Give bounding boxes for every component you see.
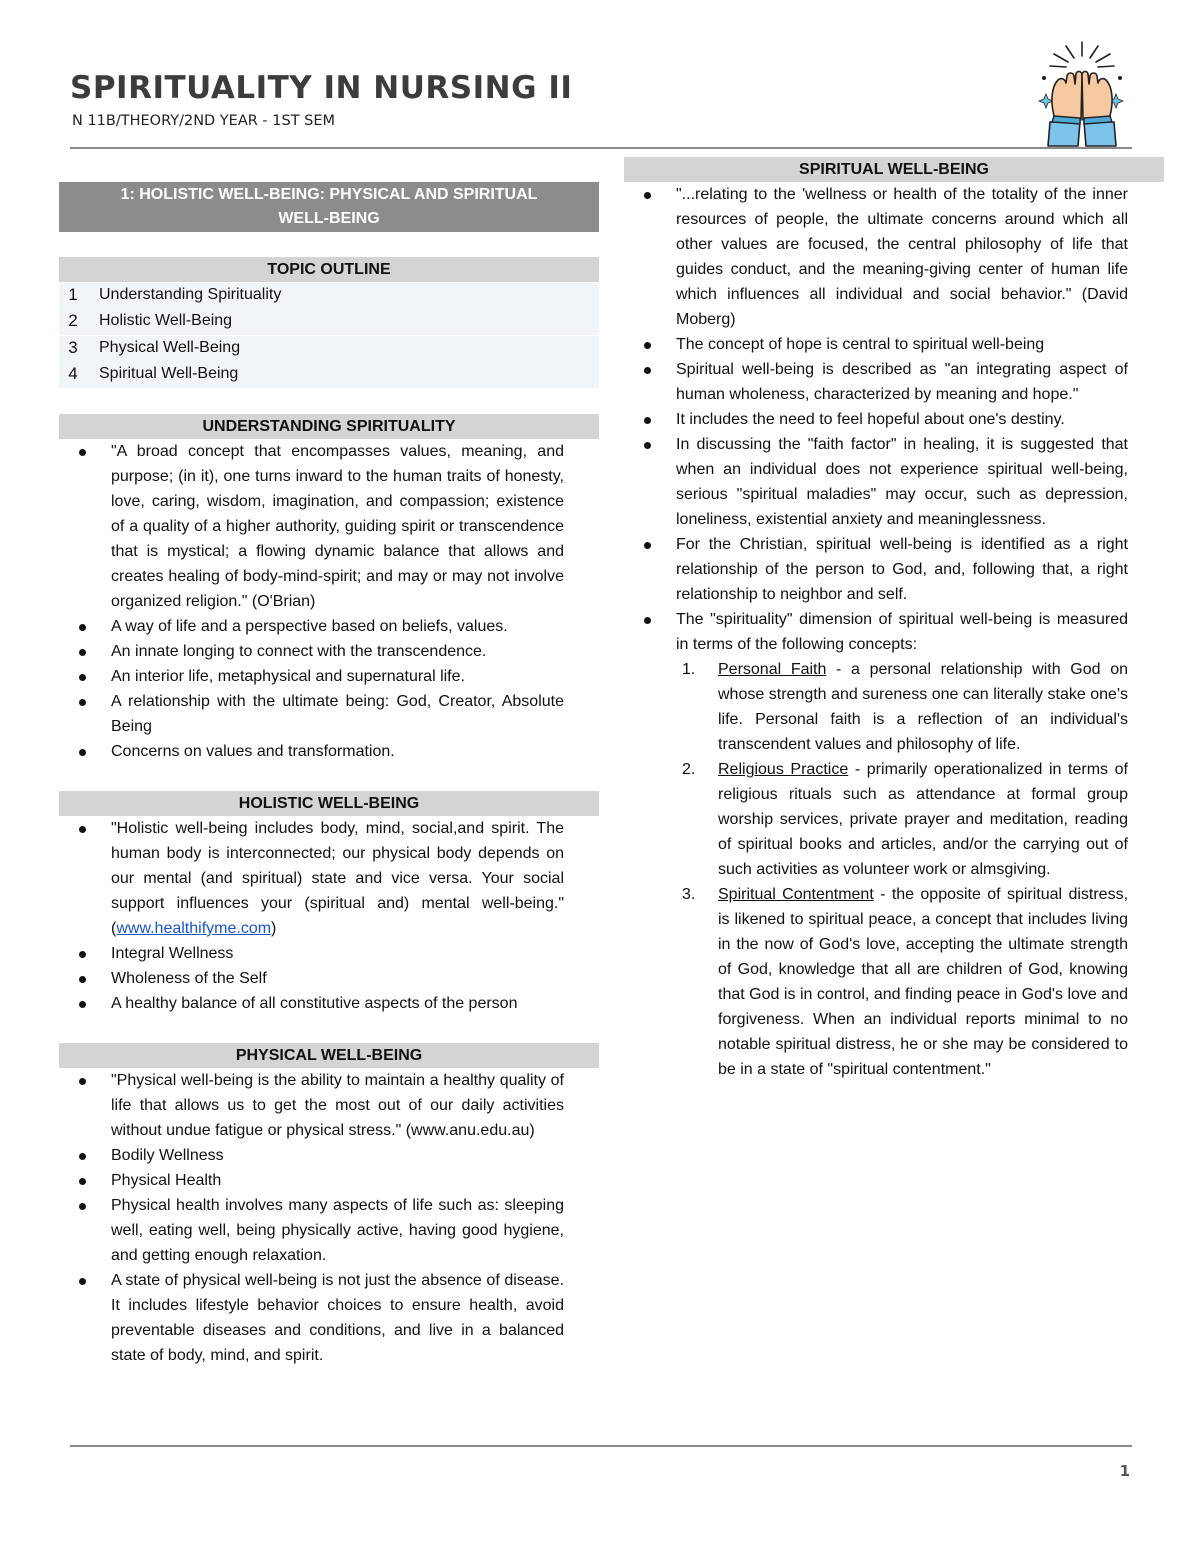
outline-label: Physical Well-Being xyxy=(99,338,241,356)
outline-label: Spiritual Well-Being xyxy=(99,365,239,382)
list-item: It includes the need to feel hopeful about one's destiny. xyxy=(624,407,1164,432)
outline-number: 1 xyxy=(68,284,78,304)
outline-number: 3 xyxy=(68,337,78,357)
understanding-spirituality-heading: UNDERSTANDING SPIRITUALITY xyxy=(59,414,599,439)
right-column xyxy=(624,157,1164,1082)
concept-item xyxy=(624,757,1164,882)
spirituality-concepts-list xyxy=(624,657,1164,1082)
list-item: Wholeness of the Self xyxy=(59,966,599,991)
list-item: In discussing the "faith factor" in healing, it is suggested that when an individual does not experience spiritual well-being, serious "spiritual maladies" may occur, such as depression, loneliness, existential anxiety and meaninglessness. xyxy=(624,432,1164,532)
list-item: The concept of hope is central to spiritual well-being xyxy=(624,332,1164,357)
concept-number: 1. xyxy=(682,661,696,678)
outline-row xyxy=(59,336,599,362)
concept-description: - the opposite of spiritual distress, is likened to spiritual peace, a concept that includes living in the now of God's love, accepting the ultimate strength of God, knowledge that all are children of God, knowing that God is in control, and finding peace in God's love and forgiveness. When an individual reports minimal to no notable spiritual distress, he or she may be considered to be in a state of "spiritual contentment." xyxy=(718,886,1129,1078)
document-subtitle: N 11B/THEORY/2ND YEAR - 1ST SEM xyxy=(72,113,336,129)
list-item: Physical health involves many aspects of life such as: sleeping well, eating well, being physically active, having good hygiene, and getting enough relaxation. xyxy=(59,1193,599,1268)
module-title-banner: 1: HOLISTIC WELL-BEING: PHYSICAL AND SPIRITUAL WELL-BEING xyxy=(59,182,599,232)
page-number: 1 xyxy=(1119,1462,1130,1480)
list-item: "A broad concept that encompasses values, meaning, and purpose; (in it), one turns inward to the human traits of honesty, love, caring, wisdom, imagination, and compassion; existence of a quality of a higher authority, guiding spirit or transcendence that is mystical; a flowing dynamic balance that allows and creates healing of body-mind-spirit; and may or may not involve organized religion." (O'Brian) xyxy=(59,439,599,614)
list-item: Bodily Wellness xyxy=(59,1143,599,1168)
concept-number: 3. xyxy=(682,886,696,903)
list-item: A healthy balance of all constitutive aspects of the person xyxy=(59,991,599,1016)
list-item: A way of life and a perspective based on beliefs, values. xyxy=(59,614,599,639)
spiritual-well-being-heading: SPIRITUAL WELL-BEING xyxy=(624,157,1164,182)
understanding-spirituality-list xyxy=(59,439,599,764)
list-item: "Physical well-being is the ability to maintain a healthy quality of life that allows us to get the most out of our daily activities without undue fatigue or physical stress." (www.anu.edu.au) xyxy=(59,1068,599,1143)
list-item: Integral Wellness xyxy=(59,941,599,966)
concept-description: - primarily operationalized in terms of religious rituals such as attendance at formal group worship services, private prayer and meditation, reading of spiritual books and articles, and/or the carrying out of such activities as volunteer work or almsgiving. xyxy=(718,761,1129,878)
list-item: A relationship with the ultimate being: God, Creator, Absolute Being xyxy=(59,689,599,739)
concept-term: Personal Faith xyxy=(718,661,827,678)
outline-number: 4 xyxy=(68,364,78,383)
concept-number: 2. xyxy=(682,761,696,778)
holistic-well-being-list xyxy=(59,816,599,1016)
list-item: A state of physical well-being is not just the absence of disease. It includes lifestyle behavior choices to ensure health, avoid preventable diseases and conditions, and live in a balanced state of body, mind, and spirit. xyxy=(59,1268,599,1368)
concept-description: - a personal relationship with God on whose strength and sureness one can literally stake one's life. Personal faith is a reflection of an individual's transcendent values and philosophy of life. xyxy=(718,661,1128,753)
list-item xyxy=(59,816,599,941)
concept-term: Religious Practice xyxy=(718,761,849,778)
spiritual-well-being-list xyxy=(624,182,1164,657)
concept-item xyxy=(624,657,1164,757)
footer-divider xyxy=(70,1445,1132,1447)
holistic-quote: "Holistic well-being includes body, mind, social,and spirit. The human body is interconnected; our physical body depends on our mental (and spiritual) state and vice versa. Your social support influences your (spiritual and) mental well-being." ( xyxy=(111,820,564,937)
list-item: An interior life, metaphysical and supernatural life. xyxy=(59,664,599,689)
concept-item xyxy=(624,882,1164,1082)
concept-term: Spiritual Contentment xyxy=(718,886,874,903)
document-title: SPIRITUALITY IN NURSING II xyxy=(70,70,573,106)
topic-outline-table xyxy=(59,283,599,389)
outline-row xyxy=(59,362,599,388)
physical-well-being-list xyxy=(59,1068,599,1368)
healthifyme-link[interactable]: www.healthifyme.com xyxy=(116,920,272,937)
list-item: Spiritual well-being is described as "an integrating aspect of human wholeness, characterized by meaning and hope." xyxy=(624,357,1164,407)
list-item: For the Christian, spiritual well-being is identified as a right relationship of the person to God, and, following that, a right relationship to neighbor and self. xyxy=(624,532,1164,607)
list-item: An innate longing to connect with the transcendence. xyxy=(59,639,599,664)
praying-hands-icon xyxy=(1036,40,1128,148)
topic-outline-heading: TOPIC OUTLINE xyxy=(59,257,599,282)
holistic-well-being-heading: HOLISTIC WELL-BEING xyxy=(59,791,599,816)
outline-label: Holistic Well-Being xyxy=(99,312,233,329)
list-item: Concerns on values and transformation. xyxy=(59,739,599,764)
physical-well-being-heading: PHYSICAL WELL-BEING xyxy=(59,1043,599,1068)
left-column xyxy=(59,182,599,1368)
outline-label: Understanding Spirituality xyxy=(99,285,282,303)
holistic-quote-end: ) xyxy=(271,920,277,937)
outline-row xyxy=(59,309,599,335)
list-item: "...relating to the 'wellness or health of the totality of the inner resources of people, the ultimate concerns around which all other values are focused, the central philosophy of life that guides conduct, and the meaning-giving center of human life which influences all individual and social behavior." (David Moberg) xyxy=(624,182,1164,332)
outline-row xyxy=(59,283,599,309)
outline-number: 2 xyxy=(68,311,78,330)
list-item: The "spirituality" dimension of spiritual well-being is measured in terms of the following concepts: xyxy=(624,607,1164,657)
list-item: Physical Health xyxy=(59,1168,599,1193)
header-divider xyxy=(70,147,1132,149)
